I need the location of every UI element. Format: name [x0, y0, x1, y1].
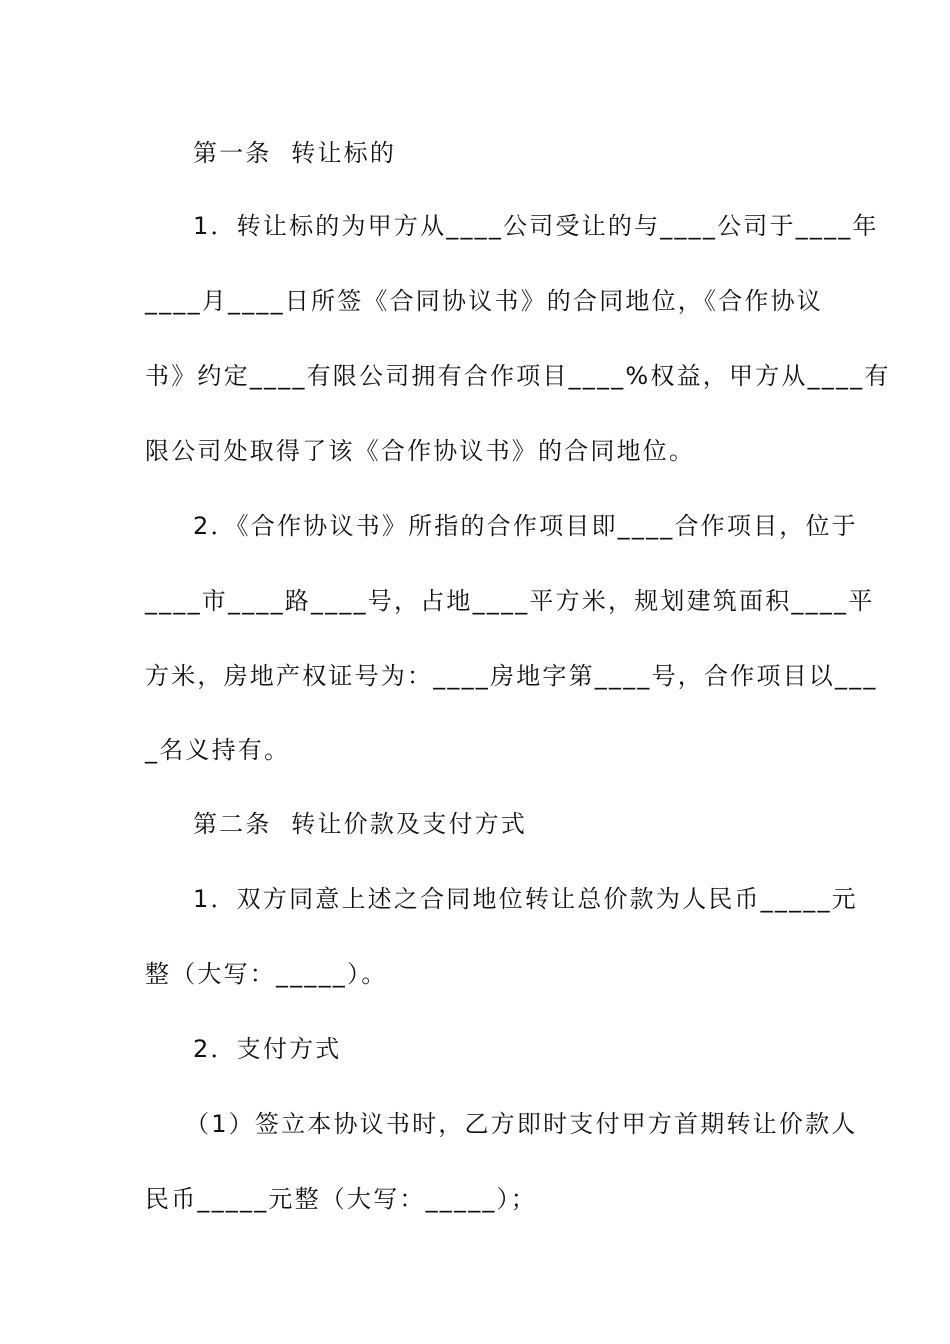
paragraph-line: _名义持有。	[145, 736, 291, 764]
paragraph-line: 整（大写：_____）。	[145, 960, 388, 988]
paragraph-line: 民币_____元整（大写：_____）；	[145, 1185, 537, 1213]
paragraph-line: 2．《合作协议书》所指的合作项目即____合作项目，位于	[193, 512, 858, 540]
article-2-heading: 第二条 转让价款及支付方式	[193, 810, 528, 838]
paragraph-line: ____市____路____号，占地____平方米，规划建筑面积____平	[145, 587, 875, 615]
paragraph-line: 1．双方同意上述之合同地位转让总价款为人民币_____元	[193, 885, 858, 913]
article-1-heading: 第一条 转让标的	[193, 139, 397, 167]
paragraph-line: 限公司处取得了该《合作协议书》的合同地位。	[145, 437, 696, 465]
paragraph-line: 书》约定____有限公司拥有合作项目____%权益，甲方从____有	[145, 362, 891, 390]
paragraph-line: （1）签立本协议书时，乙方即时支付甲方首期转让价款人	[185, 1110, 858, 1138]
paragraph-line: 1．转让标的为甲方从____公司受让的与____公司于____年	[193, 212, 879, 240]
paragraph-line: ____月____日所签《合同协议书》的合同地位，《合作协议	[145, 287, 823, 315]
paragraph-line: 方米，房地产权证号为：____房地字第____号，合作项目以___	[145, 662, 878, 690]
paragraph-line: 2．支付方式	[193, 1035, 342, 1063]
